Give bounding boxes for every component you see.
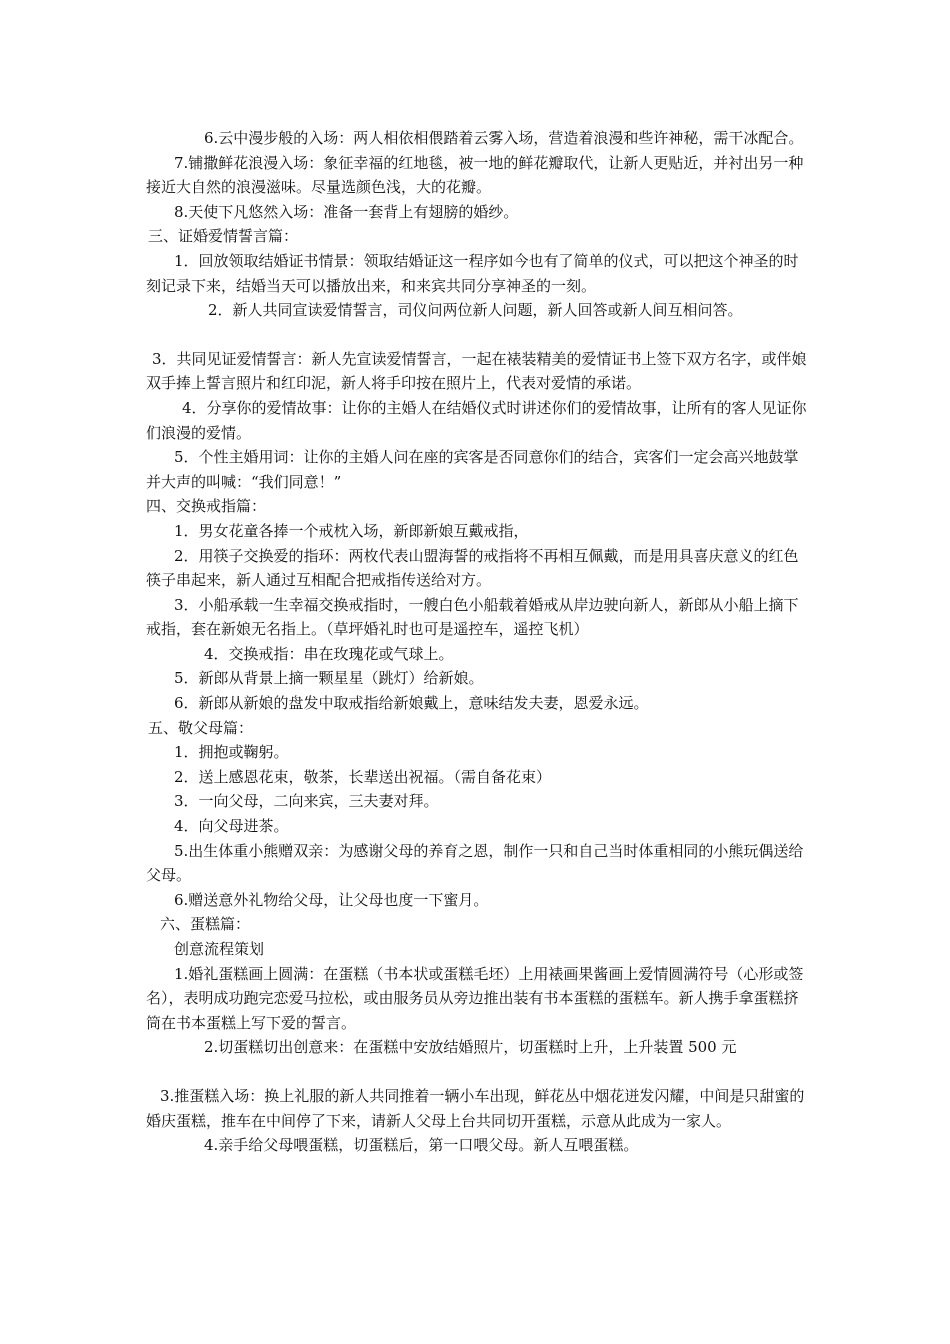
paragraph: 3．一向父母，二向来宾，三夫妻对拜。	[174, 792, 439, 811]
paragraph: 3．共同见证爱情誓言：新人先宣读爱情誓言，一起在裱装精美的爱情证书上签下双方名字，或伴娘双手捧上誓言照片和红印泥，新人将手印按在照片上，代表对爱情的承诺。	[146, 349, 807, 393]
paragraph: 6.赠送意外礼物给父母，让父母也度一下蜜月。	[174, 890, 489, 909]
document-body	[146, 126, 810, 1158]
paragraph: 3．小船承载一生幸福交换戒指时，一艘白色小船载着婚戒从岸边驶向新人，新郎从小船上摘下戒指，套在新娘无名指上。（草坪婚礼时也可是遥控车，遥控飞机）	[146, 595, 799, 639]
paragraph: 创意流程策划	[174, 940, 265, 958]
paragraph: 5．个性主婚用词：让你的主婚人问在座的宾客是否同意你们的结合，宾客们一定会高兴地鼓掌并大声的叫喊：“我们同意！”	[146, 448, 799, 491]
paragraph: 4．分享你的爱情故事：让你的主婚人在结婚仪式时讲述你们的爱情故事，让所有的客人见证你们浪漫的爱情。	[146, 398, 807, 442]
paragraph: 7.铺撒鲜花浪漫入场：象征幸福的红地毯，被一地的鲜花瓣取代，让新人更贴近，并衬出另一种接近大自然的浪漫滋味。尽量选颜色浅，大的花瓣。	[146, 153, 804, 197]
paragraph: 1．拥抱或鞠躬。	[174, 743, 289, 762]
blank-line	[146, 323, 810, 347]
paragraph: 6．新郎从新娘的盘发中取戒指给新娘戴上，意味结发夫妻，恩爱永远。	[174, 694, 649, 713]
paragraph: 4.亲手给父母喂蛋糕，切蛋糕后，第一口喂父母。新人互喂蛋糕。	[204, 1136, 639, 1155]
paragraph: 1．回放领取结婚证书情景：领取结婚证这一程序如今也有了简单的仪式，可以把这个神圣的时刻记录下来，结婚当天可以播放出来，和来宾共同分享神圣的一刻。	[146, 251, 799, 295]
section-heading: 六、蛋糕篇：	[160, 915, 251, 934]
paragraph: 2．新人共同宣读爱情誓言，司仪问两位新人问题，新人回答或新人间互相问答。	[208, 301, 743, 320]
paragraph: 5．新郎从背景上摘一颗星星（跳灯）给新娘。	[174, 669, 484, 688]
section-heading: 三、证婚爱情誓言篇：	[148, 227, 299, 246]
paragraph: 2.切蛋糕切出创意来：在蛋糕中安放结婚照片，切蛋糕时上升，上升装置 500 元	[204, 1038, 737, 1057]
section-heading: 四、交换戒指篇：	[146, 497, 267, 516]
paragraph: 1.婚礼蛋糕画上圆满：在蛋糕（书本状或蛋糕毛坯）上用裱画果酱画上爱情圆满符号（心形或签名），表明成功跑完恋爱马拉松，或由服务员从旁边推出装有书本蛋糕的蛋糕车。新人携手拿蛋糕挤筒在书本蛋糕上写下爱的誓言。	[146, 964, 804, 1032]
paragraph: 8.天使下凡悠然入场：准备一套背上有翅膀的婚纱。	[174, 202, 519, 221]
paragraph: 4．向父母进茶。	[174, 817, 289, 836]
blank-line	[146, 1060, 810, 1084]
section-heading: 五、敬父母篇：	[148, 718, 254, 737]
paragraph: 4．交换戒指：串在玫瑰花或气球上。	[204, 644, 454, 663]
paragraph: 6.云中漫步般的入场：两人相依相偎踏着云雾入场，营造着浪漫和些许神秘，需干冰配合。	[204, 129, 804, 147]
paragraph: 3.推蛋糕入场：换上礼服的新人共同推着一辆小车出现，鲜花丛中烟花迸发闪耀，中间是只甜蜜的婚庆蛋糕，推车在中间停了下来，请新人父母上台共同切开蛋糕，示意从此成为一家人。	[146, 1086, 805, 1130]
paragraph: 2．送上感恩花束，敬茶，长辈送出祝福。（需自备花束）	[174, 767, 552, 786]
paragraph: 2．用筷子交换爱的指环：两枚代表山盟海誓的戒指将不再相互佩戴，而是用具喜庆意义的红色筷子串起来，新人通过互相配合把戒指传送给对方。	[146, 546, 799, 590]
paragraph: 5.出生体重小熊赠双亲：为感谢父母的养育之恩，制作一只和自己当时体重相同的小熊玩偶送给父母。	[146, 841, 804, 885]
paragraph: 1．男女花童各捧一个戒枕入场，新郎新娘互戴戒指，	[174, 521, 529, 540]
